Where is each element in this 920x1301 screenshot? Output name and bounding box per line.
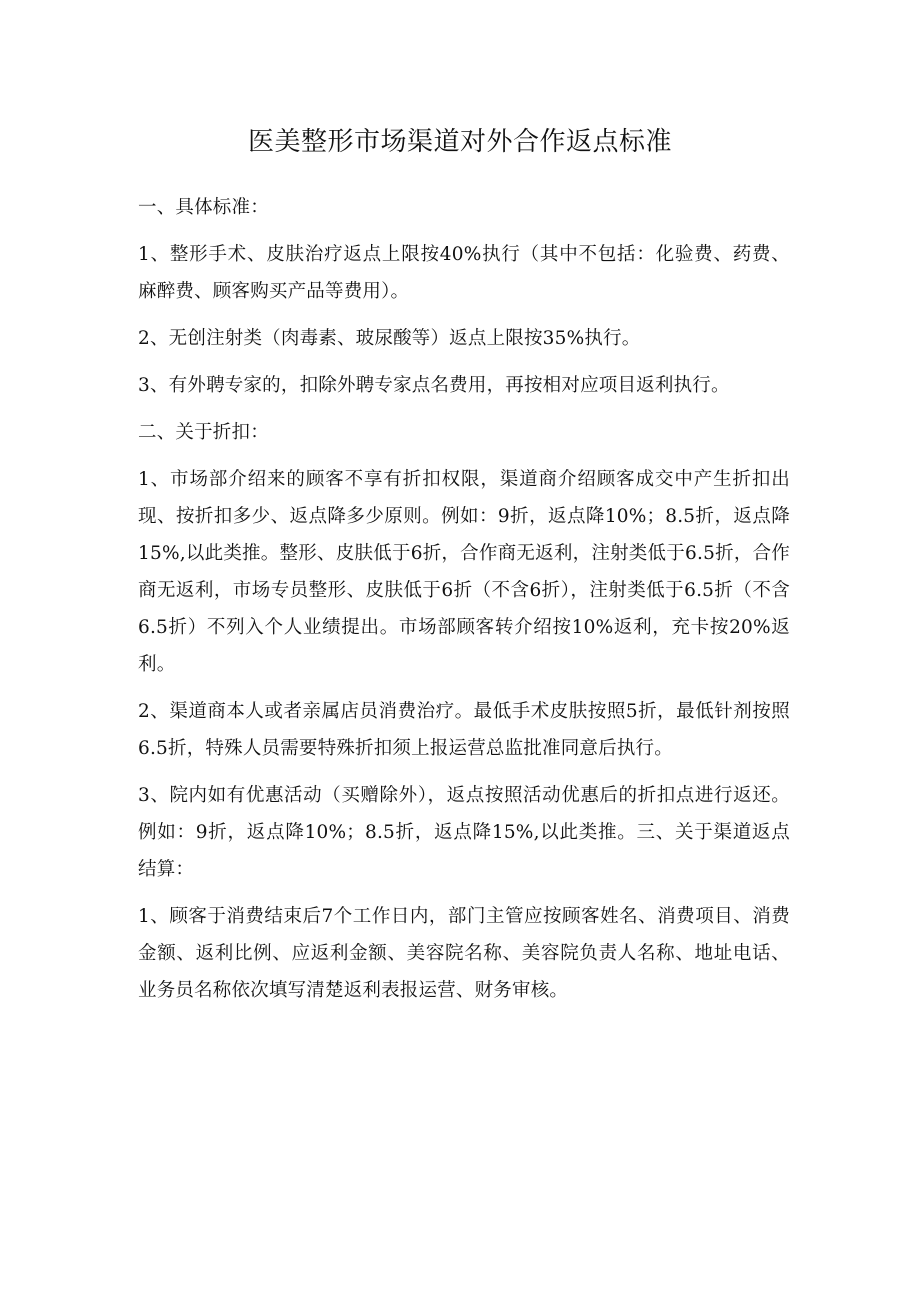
- section-heading-standards: 一、具体标准：: [138, 197, 269, 218]
- paragraph-injection-rebate: 2、无创注射类（肉毒素、玻尿酸等）返点上限按35%执行。: [138, 328, 641, 349]
- document-body: [138, 189, 790, 1019]
- paragraph-surgery-rebate: 1、整形手术、皮肤治疗返点上限按40%执行（其中不包括：化验费、药费、麻醉费、顾客购买产品等费用）。: [138, 244, 790, 302]
- section-heading-discount: 二、关于折扣：: [138, 422, 269, 443]
- paragraph-discount-rules: 1、市场部介绍来的顾客不享有折扣权限，渠道商介绍顾客成交中产生折扣出现、按折扣多少、返点降多少原则。例如：9折，返点降10%；8.5折，返点降15%,以此类推。整形、皮肤低于6折，合作商无返利，注射类低于6.5折，合作商无返利，市场专员整形、皮肤低于6折（不含6折），注射类低于6.5折（不含6.5折）不列入个人业绩提出。市场部顾客转介绍按10%返利，充卡按20%返利。: [138, 469, 790, 675]
- paragraph-settlement-procedure: 1、顾客于消费结束后7个工作日内，部门主管应按顾客姓名、消费项目、消费金额、返利比例、应返利金额、美容院名称、美容院负责人名称、地址电话、业务员名称依次填写清楚返利表报运营、财务审核。: [138, 906, 790, 1001]
- document-title: 医美整形市场渠道对外合作返点标准: [247, 127, 672, 157]
- paragraph-external-expert: 3、有外聘专家的，扣除外聘专家点名费用，再按相对应项目返利执行。: [138, 375, 730, 396]
- paragraph-channel-self-consumption: 2、渠道商本人或者亲属店员消费治疗。最低手术皮肤按照5折，最低针剂按照6.5折，特殊人员需要特殊折扣须上报运营总监批准同意后执行。: [138, 701, 790, 759]
- paragraph-promotions-and-settlement-heading: 3、院内如有优惠活动（买赠除外），返点按照活动优惠后的折扣点进行返还。例如：9折，返点降10%；8.5折，返点降15%,以此类推。三、关于渠道返点结算：: [138, 785, 790, 880]
